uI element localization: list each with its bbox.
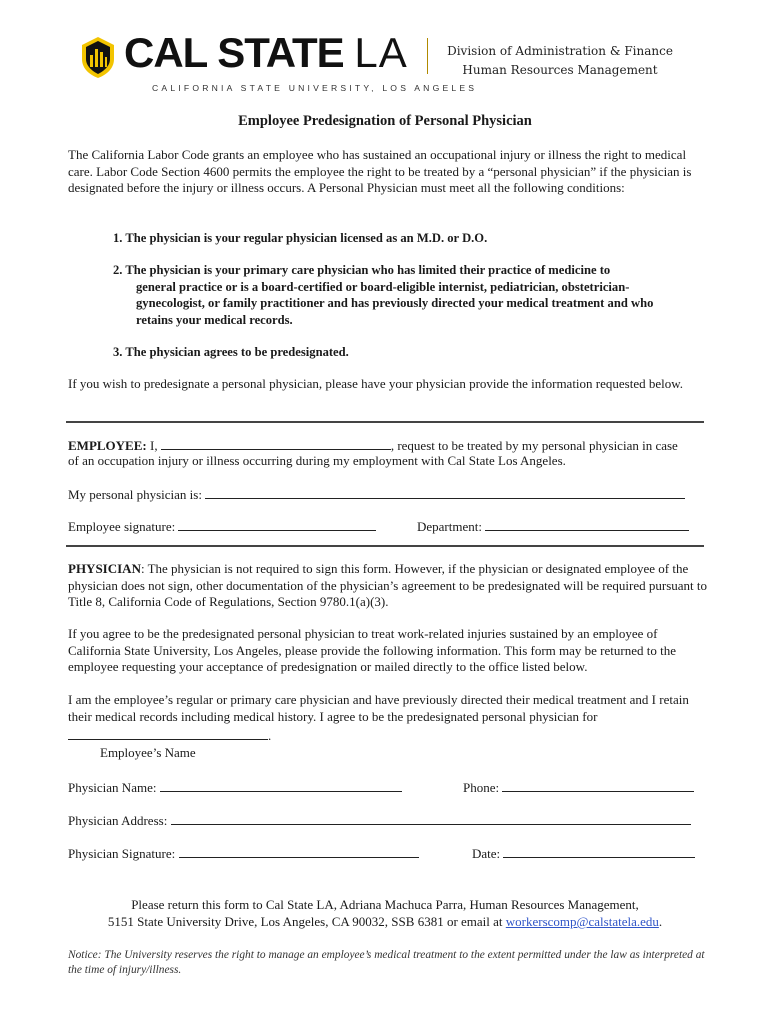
- cal-state-la-logo: [80, 29, 478, 93]
- physician-address-field[interactable]: [171, 812, 691, 825]
- department-label: Department:: [417, 519, 482, 534]
- intro-paragraph: The California Labor Code grants an employee who has sustained an occupational injury or illness the right to medical care. Labor Code Section 4600 permits the employee the right to be treated by a “personal physician” if the physician is designated before the injury or illness occurs. A Personal Physician must meet all the following conditions:: [68, 147, 692, 195]
- physician-label: PHYSICIAN: [68, 561, 141, 576]
- condition-2: [113, 262, 683, 328]
- employee-signature-field[interactable]: [178, 518, 376, 531]
- employee-text: I,: [146, 438, 161, 453]
- physician-signature-field[interactable]: [179, 845, 419, 858]
- personal-physician-label: My personal physician is:: [68, 487, 202, 502]
- request-paragraph: If you wish to predesignate a personal physician, please have your physician provide the information requested below.: [68, 376, 684, 391]
- date-label: Date:: [472, 846, 501, 861]
- email-link[interactable]: workerscomp@calstatela.edu: [505, 914, 659, 929]
- employee-signature-label: Employee signature:: [68, 519, 176, 534]
- return-instructions: [0, 896, 770, 930]
- physician-paragraph: [68, 561, 708, 611]
- phone-row: [463, 779, 694, 797]
- employee-line-1: [68, 437, 678, 455]
- return-address: 5151 State University Drive, Los Angeles, CA 90032, SSB 6381 or email at: [107, 914, 506, 929]
- physician-text: : The physician is not required to sign this form. However, if the physician or designated employee of the physician does not sign, other documentation of the physician’s agreement to be predesignated will be required pursuant to Title 8, California Code of Regulations, Section 9780.1(a)(3).: [68, 561, 707, 609]
- physician-address-row: [68, 812, 691, 830]
- employee-signature-row: [68, 518, 376, 536]
- division-name: Division of Administration & Finance: [447, 44, 673, 58]
- physician-name-field[interactable]: [160, 779, 402, 792]
- section-divider: [66, 421, 704, 423]
- form-title: Employee Predesignation of Personal Physician: [238, 113, 532, 129]
- notice-text: Notice: The University reserves the right to manage an employee’s medical treatment to the extent permitted under the law as interpreted at the time of injury/illness.: [68, 949, 705, 976]
- phone-label: Phone:: [463, 780, 500, 795]
- personal-physician-field[interactable]: [205, 486, 685, 499]
- date-row: [472, 845, 695, 863]
- department-name: Human Resources Management: [462, 63, 658, 77]
- physician-signature-label: Physician Signature:: [68, 846, 176, 861]
- header-divider: [427, 38, 428, 74]
- personal-physician-row: [68, 486, 685, 504]
- return-period: .: [658, 914, 663, 929]
- employee-request-text: , request to be treated by my personal physician in case: [390, 438, 678, 453]
- return-line-2: [0, 913, 770, 930]
- department-field[interactable]: [485, 518, 689, 531]
- division-block: [440, 42, 680, 80]
- condition-3: 3. The physician agrees to be predesignated.: [113, 345, 349, 359]
- condition-1: 1. The physician is your regular physician licensed as an M.D. or D.O.: [113, 231, 488, 245]
- phone-field[interactable]: [502, 779, 694, 792]
- physician-name-row: [68, 779, 402, 797]
- logo-wordmark: CAL STATE LA: [124, 29, 408, 76]
- physician-address-label: Physician Address:: [68, 813, 168, 828]
- department-row: [417, 518, 689, 536]
- physician-name-label: Physician Name:: [68, 780, 157, 795]
- employee-name-blank-row: .: [68, 727, 271, 745]
- return-line-1: Please return this form to Cal State LA, Adriana Machuca Parra, Human Resources Management,: [131, 897, 639, 912]
- physician-statement: I am the employee’s regular or primary care physician and have previously directed their medical treatment and I retain their medical records including medical history. I agree to be the predesignated personal physician for: [68, 692, 689, 724]
- condition-2-continuation: general practice or is a board-certified or board-eligible internist, pediatrician, obstetrician-gynecologist, or family practitioner and has previously directed your medical treatment and who retains your medical records.: [136, 279, 654, 327]
- date-field[interactable]: [503, 845, 695, 858]
- employee-name-caption: Employee’s Name: [100, 745, 196, 760]
- employee-line-2: of an occupation injury or illness occurring during my employment with Cal State Los Angeles.: [68, 453, 566, 468]
- physician-signature-row: [68, 845, 419, 863]
- physician-employee-name-field[interactable]: [68, 727, 268, 740]
- employee-name-field[interactable]: [161, 437, 391, 450]
- condition-2-first-line: 2. The physician is your primary care physician who has limited their practice of medicine to: [113, 263, 611, 277]
- logo-subtitle: CALIFORNIA STATE UNIVERSITY, LOS ANGELES: [152, 83, 478, 93]
- university-seal-icon: [80, 35, 116, 79]
- physician-agree-paragraph: If you agree to be the predesignated personal physician to treat work-related injuries sustained by an employee of California State University, Los Angeles, please provide the following information. This form may be returned to the employee requesting your acceptance of predesignation or mailed directly to the office listed below.: [68, 626, 676, 674]
- employee-label: EMPLOYEE:: [68, 438, 147, 453]
- section-divider-2: [66, 545, 704, 547]
